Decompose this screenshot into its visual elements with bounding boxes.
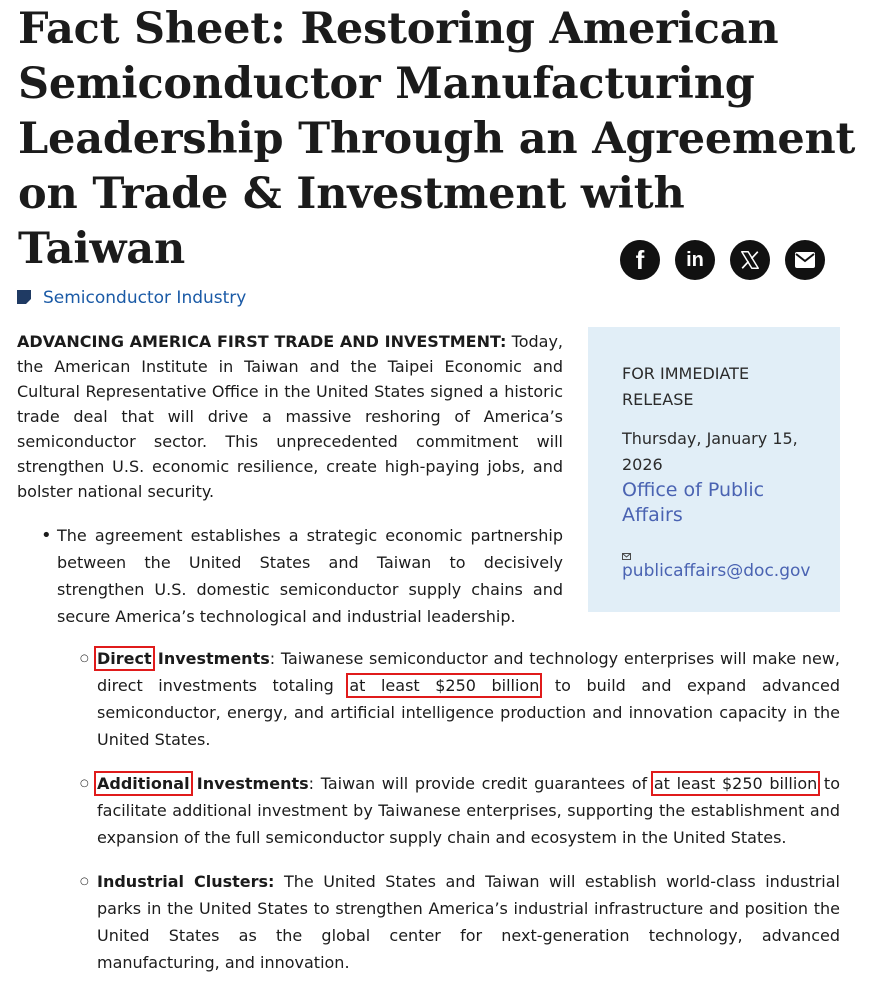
facebook-share-button[interactable] <box>620 240 660 280</box>
intro-text: Today, the American Institute in Taiwan and the Taipei Economic and Cultural Representative Office in the United States signed a historic trade deal that will drive a massive reshoring of America’s semiconductor sector. This unprecedented commitment will strengthen U.S. economic resilience, create high-paying jobs, and bolster national security. <box>17 332 564 501</box>
intro-lead: ADVANCING AMERICA FIRST TRADE AND INVESTMENT: <box>17 332 507 351</box>
topic-tag <box>17 288 246 308</box>
item-heading: Industrial Clusters: <box>97 872 275 891</box>
highlight-box: Additional <box>97 774 190 793</box>
email-share-button[interactable] <box>785 240 825 280</box>
tag-icon <box>17 290 33 306</box>
topic-link[interactable]: Semiconductor Industry <box>43 288 247 308</box>
sub-list <box>80 645 840 993</box>
x-icon <box>739 249 761 271</box>
release-date: Thursday, January 15, 2026 <box>622 429 798 474</box>
item-heading: Investments <box>151 649 270 668</box>
highlight-box: at least $250 billion <box>653 774 818 793</box>
item-text: : Taiwanese semiconductor and technology enterprises will make new, direct investments totaling <box>97 649 840 695</box>
x-share-button[interactable] <box>730 240 770 280</box>
facebook-icon: f <box>635 244 645 275</box>
envelope-icon <box>795 252 815 268</box>
share-bar <box>620 240 825 280</box>
item-text: The United States and Taiwan will establish world-class industrial parks in the United States to strengthen America’s industrial infrastructure and position the United States as the global center for next-generation technology, advanced manufacturing, and innovation. <box>97 872 840 972</box>
item-text: to build and expand advanced semiconductor, energy, and artificial intelligence production and innovation capacity in the United States. <box>97 676 841 749</box>
list-item <box>80 770 840 851</box>
linkedin-share-button[interactable] <box>675 240 715 280</box>
item-text: to facilitate additional investment by Taiwanese enterprises, supporting the establishment and expansion of the full semiconductor supply chain and ecosystem in the United States. <box>97 774 840 847</box>
highlight-box: Direct <box>97 649 152 668</box>
linkedin-icon: in <box>686 248 704 271</box>
list-item <box>80 645 840 753</box>
highlight-box: at least $250 billion <box>349 676 540 695</box>
intro-paragraph <box>17 329 563 504</box>
list-item <box>80 868 840 976</box>
bullet-list <box>17 522 563 630</box>
mail-icon <box>622 542 810 558</box>
release-label: FOR IMMEDIATE RELEASE <box>622 364 750 409</box>
page-title: Fact Sheet: Restoring American Semiconductor Manufacturing Leadership Through an Agreement on Trade & Investment with Taiwan <box>18 4 856 274</box>
item-text: : Taiwan will provide credit guarantees of <box>308 774 654 793</box>
email-link[interactable]: publicaffairs@doc.gov <box>622 561 811 581</box>
list-item: • The agreement establishes a strategic economic partnership between the United States and Taiwan to decisively strengthen U.S. domestic semiconductor supply chains and secure America’s technological and industrial leadership. <box>17 522 563 630</box>
press-release-box <box>588 327 840 612</box>
office-link[interactable]: Office of Public Affairs <box>622 479 765 526</box>
item-heading: Investments <box>189 774 309 793</box>
